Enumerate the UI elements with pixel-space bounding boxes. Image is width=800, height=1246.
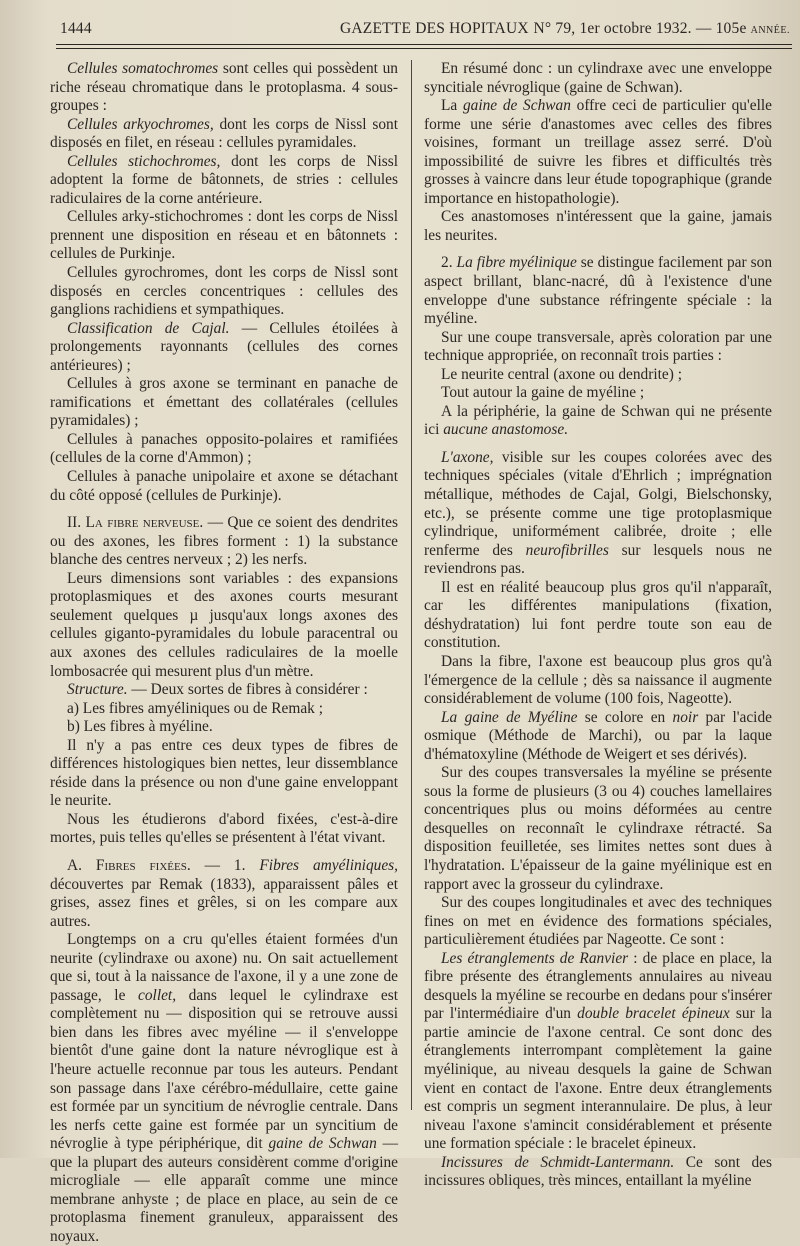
body-text: 2. [441, 254, 457, 272]
body-text: — Que ce soient des dendrites ou des axones, les fibres forment : 1) la substance blanche des centres nerveux ; 2) les nerfs. [50, 514, 398, 569]
italic-text: Cellules somatochromes [67, 60, 219, 77]
body-text: a) Les fibres amyéliniques ou de Remak ; [67, 699, 324, 717]
body-text: Cellules à gros axone se terminant en panache de ramifications et émettant des collatérales (cellules pyramidales) ; [50, 375, 398, 430]
body-text: Cellules à panache unipolaire et axone se détachant du côté opposé (cellules de Purkinje). [50, 468, 398, 504]
column-divider [411, 60, 412, 1110]
body-text: visible sur les coupes colorées avec des techniques spéciales (vitale d'Ehrlich ; imprégnation métallique, méthodes de Cajal, Golgi, Bielschonsky, etc.), se présente comme une tige protoplasmique cylindrique, uniformément calibrée, droite ; elle renferme des [424, 448, 772, 559]
paragraph [424, 764, 772, 894]
paragraph [50, 718, 398, 737]
italic-text: gaine de Schwan [268, 1135, 377, 1153]
page-number: 1444 [60, 20, 92, 37]
paragraph [424, 60, 772, 97]
paragraph [50, 116, 398, 153]
issue-year-label: ANNÉE. [750, 25, 790, 36]
paragraph [424, 950, 772, 1154]
body-text: Sur des coupes longitudinales et avec des techniques fines on met en évidence des formations spéciales, particulièrement étudiées par Nageotte. Ce sont : [424, 894, 772, 949]
body-text: Dans la fibre, l'axone est beaucoup plus gros qu'à l'émergence de la cellule ; dès sa naissance il augmente considérablement de volume (100 fois, Nageotte). [424, 652, 772, 708]
body-text: Ce sont des incissures obliques, très minces, entaillant la myéline [424, 1153, 773, 1190]
body-text: Il n'y a pas entre ces deux types de fibres de différences histologiques bien nettes, leur dissemblance réside dans la présence ou non d'une gaine enveloppant le neurite. [50, 736, 398, 810]
body-text: Sur une coupe transversale, après coloration par une technique appropriée, on reconnaît trois parties : [424, 328, 772, 365]
body-text: Longtemps on a cru qu'elles étaient formées d'un neurite (cylindraxe ou axone) nu. On sait actuellement que si, tout à la naissance de l'axone, il y a une zone de passage, le [50, 931, 398, 1004]
paragraph [50, 431, 398, 468]
paragraph [424, 208, 772, 245]
paragraph [50, 570, 398, 681]
paragraph [424, 1154, 772, 1191]
italic-text: Structure. [67, 681, 128, 699]
paragraph [50, 153, 398, 209]
left-column [50, 60, 398, 1246]
italic-text: noir [672, 708, 699, 726]
paragraph [50, 264, 398, 320]
body-text: offre ceci de particulier qu'elle forme une série d'anastomes avec celles des fibres voisines, formant un treillage assez serré. D'où impossibilité de suivre les fibres et difficultés très grosses à vaincre dans leur étude topographique (grande importance en histopathologie). [424, 97, 772, 207]
right-column [424, 60, 772, 1191]
header-rule-bottom [56, 48, 792, 49]
paragraph [50, 208, 398, 264]
paragraph [50, 375, 398, 431]
body-text: II. [67, 514, 86, 532]
body-text: se colore en [577, 708, 673, 726]
paragraph [50, 700, 398, 719]
paragraph [424, 366, 772, 385]
paragraph [50, 514, 398, 570]
body-text: — 1. [190, 856, 260, 874]
body-text: dont les corps de Nissl adoptent la forme de bâtonnets, de stries : cellules radiculaires de la corne antérieure. [50, 152, 398, 207]
body-text: dont les corps de Nissl sont disposés en filet, en réseau : cellules pyramidales. [50, 115, 398, 152]
italic-text: Classification de Cajal. [67, 319, 230, 337]
paragraph [424, 579, 772, 653]
paragraph [424, 894, 772, 950]
paragraph [424, 653, 772, 709]
paragraph [50, 681, 398, 700]
body-text: b) Les fibres à myéline. [67, 718, 213, 736]
paragraph [424, 403, 772, 440]
italic-text: gaine de Schwan [462, 97, 571, 115]
body-text: Cellules à panaches opposito-polaires et ramifiées (cellules de la corne d'Ammon) ; [50, 430, 398, 467]
italic-text: Les étranglements de Ranvier [441, 949, 629, 967]
body-text: La [441, 97, 463, 115]
issue-date: N° 79, 1er octobre 1932. — 105e [533, 20, 747, 37]
paragraph [50, 857, 398, 931]
body-text: découvertes par Remak (1833), apparaissent pâles et grises, assez fines et grêles, si on les compare aux autres. [50, 875, 398, 930]
body-text: sur la partie amincie de l'axone central. Ce sont donc des étranglements interrompant complètement la gaine myélinique, au niveau desquels la gaine de Schwan vient en contact de l'axone. Entre deux étranglements est compris un segment interannulaire. De plus, à leur niveau l'axone s'amincit considérablement et présente une formation spéciale : le bracelet épineux. [424, 1005, 772, 1153]
smallcaps-heading: La fibre nerveuse. [85, 514, 204, 532]
paragraph [424, 709, 772, 765]
body-text: — que la plupart des auteurs considèrent comme d'origine microgliale — elle apparaît comme une mince membrane anhyste ; de place en place, au sein de ce protoplasma finement granuleux, apparaissent des noyaux. [50, 1135, 398, 1245]
italic-text: Incissures de Schmidt-Lantermann. [441, 1153, 675, 1171]
italic-text: L'axone, [441, 448, 494, 466]
italic-text: Fibres amyéliniques, [259, 856, 398, 874]
body-text: Sur des coupes transversales la myéline se présente sous la forme de plusieurs (3 ou 4) couches lamellaires concentriques plus ou moins déformées au centre desquelles on reconnaît le cylindraxe rétracté. Sa disposition feuilletée, ses limites nettes sont dues à l'hydratation. L'épaisseur de la gaine myélinique est en rapport avec la grosseur du cylindraxe. [424, 764, 772, 893]
body-text: — Deux sortes de fibres à considérer : [127, 681, 368, 699]
paragraph [424, 449, 772, 579]
body-text: Le neurite central (axone ou dendrite) ; [441, 365, 683, 383]
italic-text: Cellules arkyochromes, [67, 115, 214, 133]
body-text: Il est en réalité beaucoup plus gros qu'il n'apparaît, car les différentes manipulations (fixation, déshydratation) lui font perdre toute son eau de constitution. [424, 578, 772, 652]
body-text: Leurs dimensions sont variables : des expansions protoplasmiques et des axones courts mesurant seulement quelques µ jusqu'aux longs axones des cellules giganto-pyramidales du lobule paracentral ou aux axones des cellules radiculaires de la moelle lombosacrée qui mesurent plus d'un mètre. [50, 569, 398, 680]
italic-text: collet, [138, 986, 177, 1004]
paragraph [50, 60, 398, 116]
paragraph [424, 329, 772, 366]
smallcaps-heading: Fibres fixées. [95, 856, 191, 874]
paragraph [50, 320, 398, 376]
running-header [60, 20, 790, 42]
paragraph [50, 811, 398, 848]
header-rule-top [56, 44, 792, 45]
paragraph [50, 468, 398, 505]
paragraph [424, 384, 772, 403]
body-text: se distingue facilement par son aspect brillant, blanc-nacré, dû à l'existence d'une enveloppe d'une substance réfringente spéciale : la myéline. [424, 254, 773, 328]
body-text: par l'acide osmique (Méthode de Marchi), ou par la laque d'hématoxyline (Méthode de Weigert et ses dérivés). [424, 708, 772, 763]
italic-text: La fibre myélinique [456, 254, 577, 272]
body-text: — Cellules étoilées à prolongements rayonnants (cellules des cornes antérieures) ; [50, 319, 399, 374]
italic-text: Cellules stichochromes, [67, 152, 221, 170]
body-text: Ces anastomoses n'intéressent que la gaine, jamais les neurites. [424, 208, 772, 244]
journal-title: GAZETTE DES HOPITAUX [340, 20, 529, 37]
italic-text: aucune anastomose. [443, 421, 569, 439]
body-text: sur lesquels nous ne reviendrons pas. [424, 541, 772, 578]
paragraph [424, 97, 772, 208]
italic-text: neurofibrilles [525, 541, 609, 559]
body-text: sont celles qui possèdent un riche réseau chromatique dans le protoplasma. 4 sous-groupes : [50, 60, 398, 115]
body-text: : de place en place, la fibre présente des étranglements annulaires au niveau desquels la myéline se recourbe en dedans pour s'insérer par l'intermédiaire d'un [424, 949, 772, 1023]
paragraph [50, 737, 398, 811]
body-text: A. [67, 856, 96, 874]
body-text: A la périphérie, la gaine de Schwan qui ne présente ici [424, 402, 772, 439]
body-text: Cellules arky-stichochromes : dont les corps de Nissl prennent une disposition en réseau et en bâtonnets : cellules de Purkinje. [50, 208, 398, 263]
body-text: Tout autour la gaine de myéline ; [441, 384, 645, 402]
body-text: dans lequel le cylindraxe est complètement nu — disposition qui se retrouve aussi bien dans les fibres avec myéline — il s'enveloppe bientôt d'une gaine dont la nature névroglique est à l'heure actuelle reconnue par tous les auteurs. Pendant son passage dans l'axe cérébro-médullaire, cette gaine est formée par un syncitium de névroglie centrale. Dans les nerfs cette gaine est formée par un syncitium de névroglie à type périphérique, dit [50, 986, 398, 1153]
body-text: Nous les étudierons d'abord fixées, c'est-à-dire mortes, puis telles qu'elles se présentent à l'état vivant. [50, 810, 398, 847]
paragraph [424, 254, 772, 328]
paragraph [50, 931, 398, 1246]
body-text: En résumé donc : un cylindraxe avec une enveloppe syncitiale névroglique (gaine de Schwan). [424, 60, 772, 96]
body-text: Cellules gyrochromes, dont les corps de Nissl sont disposés en cercles concentriques : cellules des ganglions rachidiens et sympathiques. [50, 264, 398, 319]
italic-text: double bracelet épineux [577, 1005, 730, 1023]
issue-info [534, 20, 790, 38]
italic-text: La gaine de Myéline [441, 708, 578, 726]
